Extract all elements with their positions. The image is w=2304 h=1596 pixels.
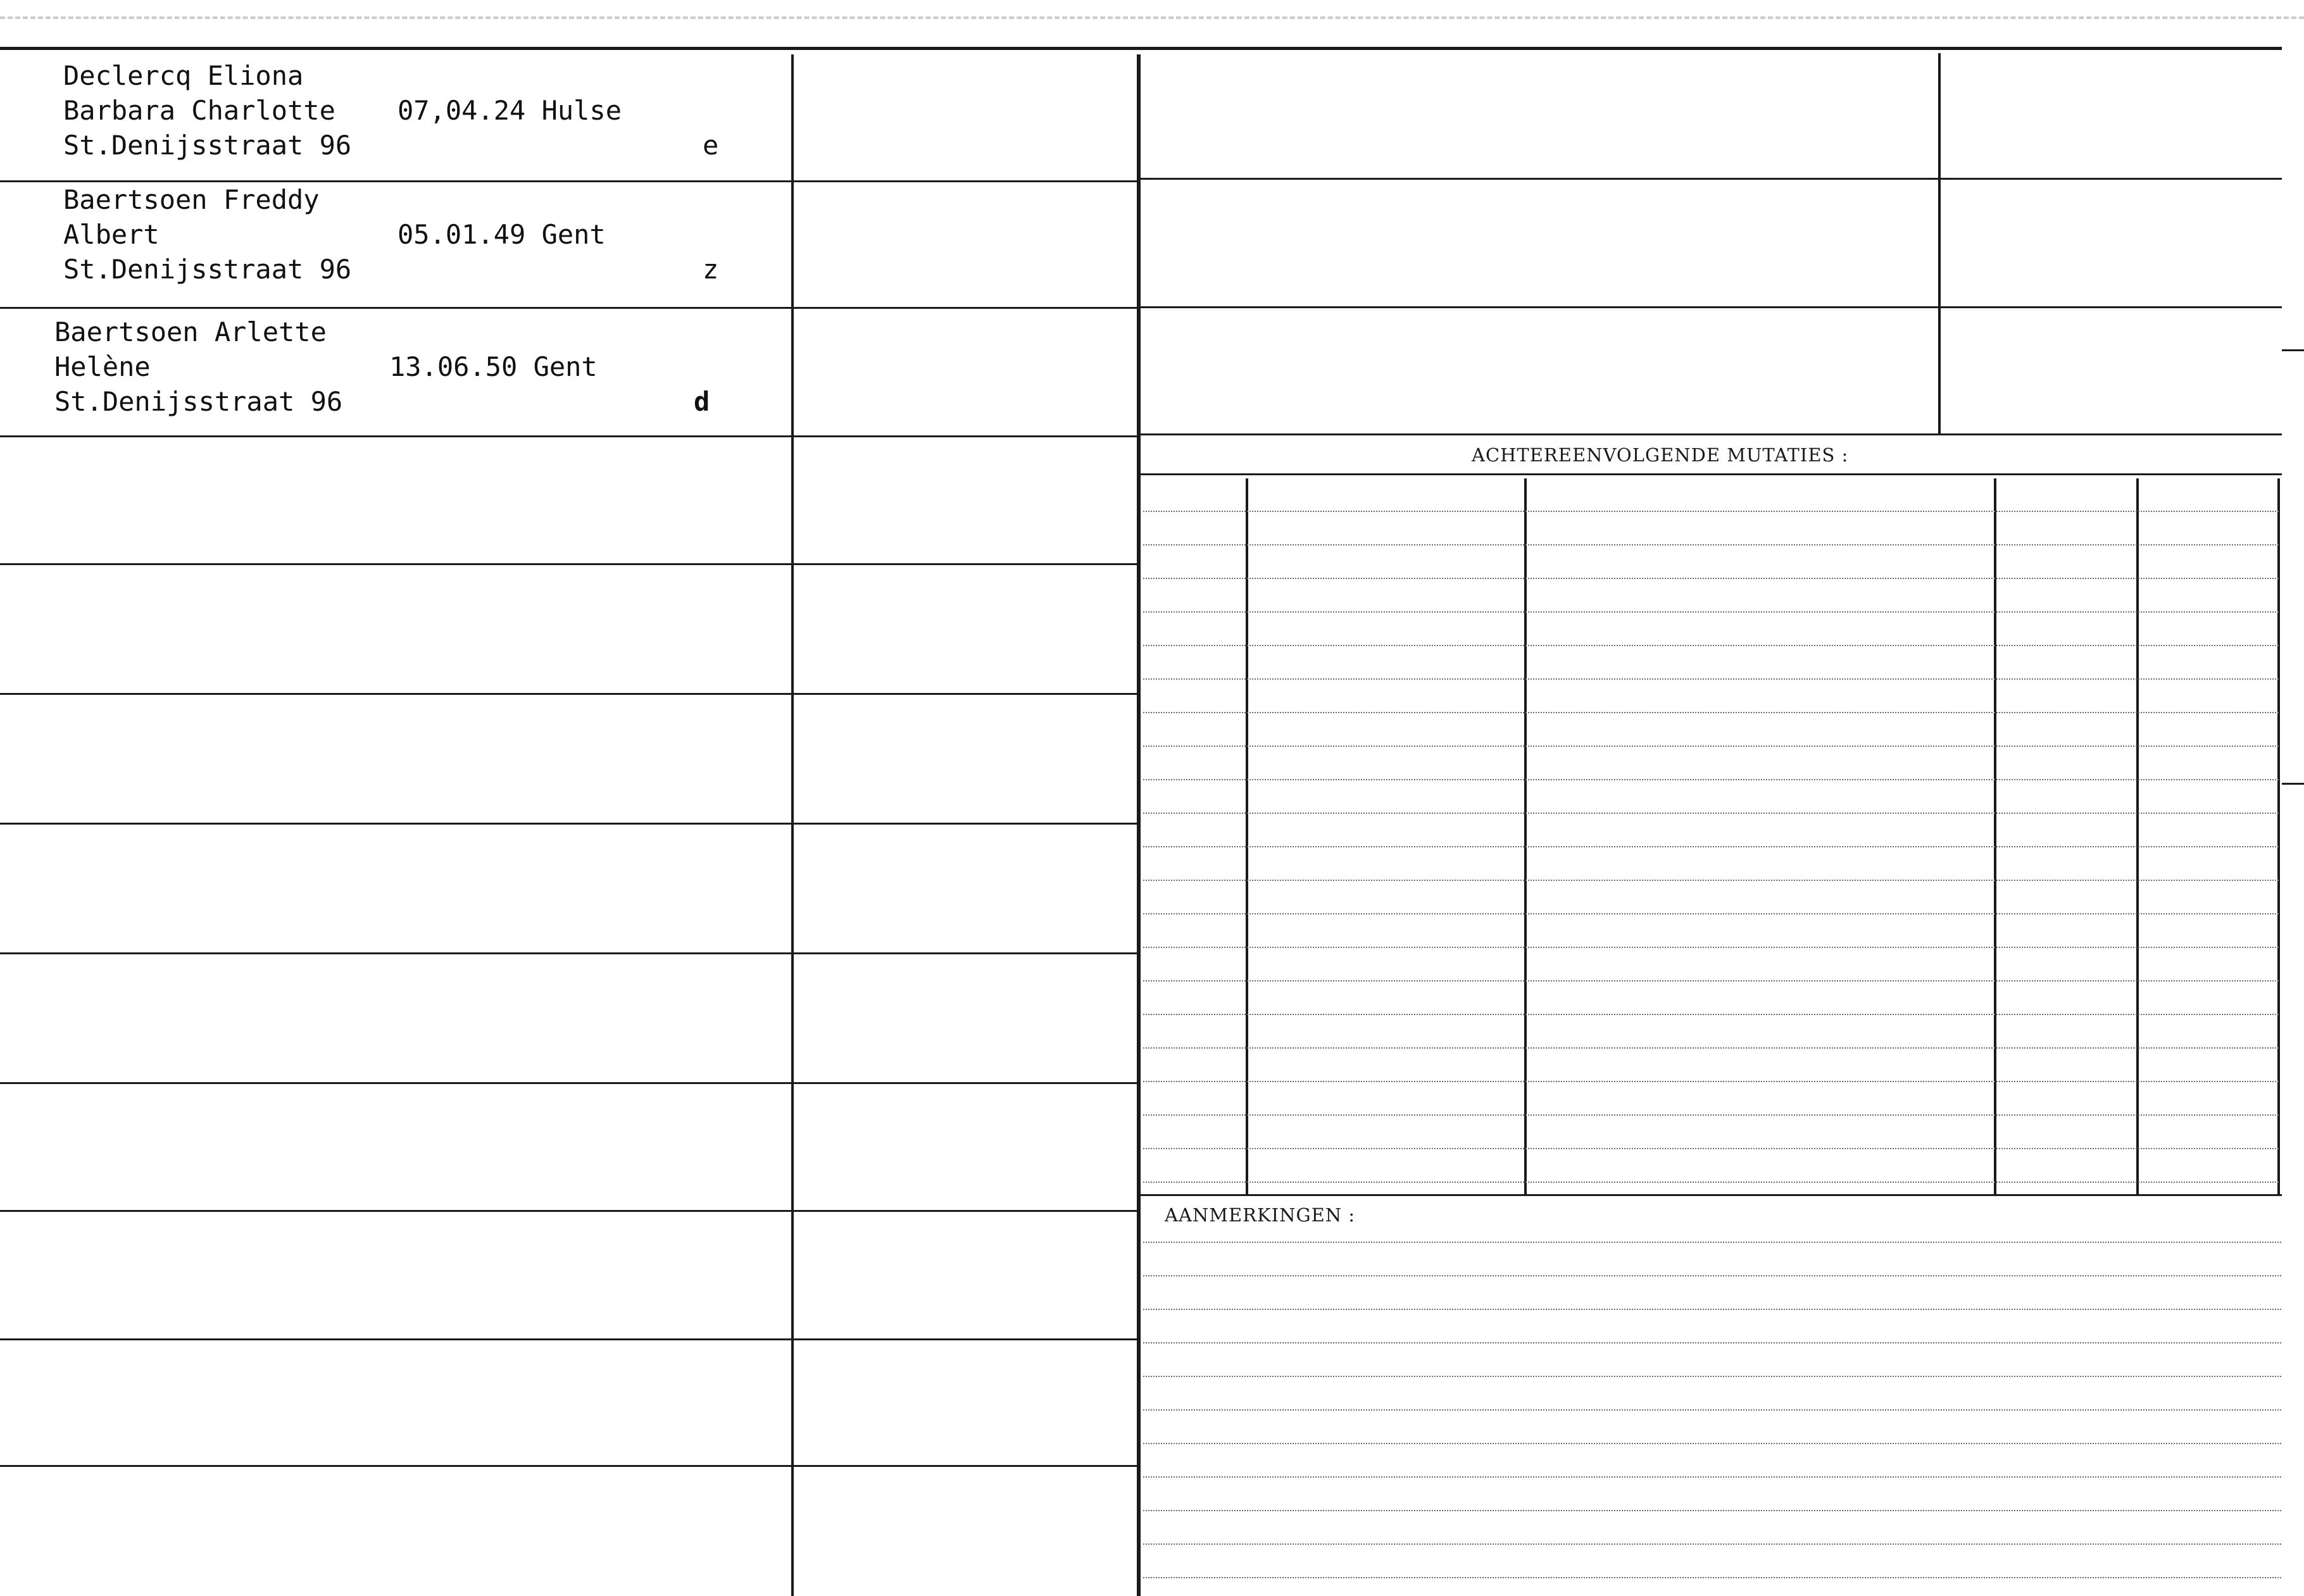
dotted-rule	[1143, 1047, 2279, 1049]
dotted-rule	[1143, 1577, 2281, 1578]
dotted-rule	[1143, 712, 2279, 713]
row-line	[794, 180, 1137, 182]
dotted-rule	[1143, 1242, 2281, 1243]
mutations-col-divider	[1524, 478, 1527, 1194]
entry-birth: 13.06.50 Gent	[389, 351, 598, 382]
dotted-rule	[1143, 645, 2279, 646]
row-line	[0, 1338, 791, 1340]
entry-name-line2: Helène	[54, 351, 151, 382]
edge-mark	[2282, 349, 2304, 351]
row-line	[0, 563, 791, 565]
entry-name-line2: Barbara Charlotte	[63, 95, 335, 126]
row-line	[794, 307, 1137, 309]
dotted-rule	[1143, 1510, 2281, 1511]
dotted-rule	[1143, 1543, 2281, 1545]
entry-name-line2: Albert	[63, 219, 160, 250]
row-line	[794, 563, 1137, 565]
scan-edge-artifact	[0, 16, 2304, 19]
dotted-rule	[1143, 1081, 2279, 1082]
mutations-title: ACHTEREENVOLGENDE MUTATIES :	[1472, 444, 1849, 466]
entry-name-line1: Baertsoen Freddy	[63, 184, 320, 215]
left-column-divider	[791, 54, 794, 1596]
mutations-col-divider	[2277, 478, 2280, 1194]
row-line	[0, 1082, 791, 1084]
dotted-rule	[1143, 1148, 2279, 1149]
row-line	[0, 1465, 791, 1467]
row-line	[0, 693, 791, 695]
dotted-rule	[1143, 1181, 2279, 1183]
dotted-rule	[1143, 1476, 2281, 1478]
dotted-rule	[1143, 880, 2279, 881]
row-line	[0, 823, 791, 825]
mutations-col-divider	[1994, 478, 1996, 1194]
row-line	[1141, 178, 2282, 180]
row-line	[0, 435, 791, 437]
row-line	[0, 307, 791, 309]
dotted-rule	[1143, 846, 2279, 847]
row-line	[794, 823, 1137, 825]
row-line	[1141, 433, 2282, 435]
dotted-rule	[1143, 813, 2279, 814]
dotted-rule	[1143, 1309, 2281, 1310]
dotted-rule	[1143, 511, 2279, 512]
dotted-rule	[1143, 611, 2279, 613]
row-line	[794, 952, 1137, 954]
row-line	[794, 693, 1137, 695]
dotted-rule	[1143, 779, 2279, 780]
row-line	[794, 435, 1137, 437]
dotted-rule	[1143, 1342, 2281, 1344]
top-border	[0, 47, 2282, 50]
dotted-rule	[1143, 1376, 2281, 1377]
dotted-rule	[1143, 1443, 2281, 1444]
row-line	[794, 1338, 1137, 1340]
entry-birth: 07,04.24 Hulse	[398, 95, 622, 126]
entry-address: St.Denijsstraat 96	[63, 254, 352, 285]
dotted-rule	[1143, 1014, 2279, 1015]
right-upper-divider	[1938, 53, 1941, 433]
mutations-bottom-border	[1141, 1194, 2282, 1196]
remarks-title: AANMERKINGEN :	[1165, 1204, 1356, 1226]
dotted-rule	[1143, 1114, 2279, 1116]
row-line	[1141, 306, 2282, 308]
row-line	[0, 1210, 791, 1212]
dotted-rule	[1143, 947, 2279, 948]
entry-code: e	[703, 130, 719, 161]
edge-mark	[2282, 783, 2304, 785]
row-line	[794, 1082, 1137, 1084]
dotted-rule	[1143, 578, 2279, 579]
entry-code: d	[694, 386, 710, 417]
dotted-rule	[1143, 980, 2279, 982]
mutations-col-divider	[1246, 478, 1248, 1194]
dotted-rule	[1143, 913, 2279, 914]
mutations-col-divider	[2136, 478, 2139, 1194]
entry-name-line1: Declercq Eliona	[63, 60, 304, 91]
dotted-rule	[1143, 1275, 2281, 1276]
entry-code: z	[703, 254, 719, 285]
entry-address: St.Denijsstraat 96	[54, 386, 343, 417]
entry-address: St.Denijsstraat 96	[63, 130, 352, 161]
entry-name-line1: Baertsoen Arlette	[54, 316, 327, 347]
entry-birth: 05.01.49 Gent	[398, 219, 606, 250]
dotted-rule	[1143, 678, 2279, 680]
row-line	[0, 952, 791, 954]
dotted-rule	[1143, 1409, 2281, 1411]
dotted-rule	[1143, 544, 2279, 546]
row-line	[794, 1465, 1137, 1467]
dotted-rule	[1143, 745, 2279, 747]
row-line	[794, 1210, 1137, 1212]
middle-column-divider	[1137, 54, 1141, 1596]
mutations-top-border	[1141, 473, 2282, 475]
